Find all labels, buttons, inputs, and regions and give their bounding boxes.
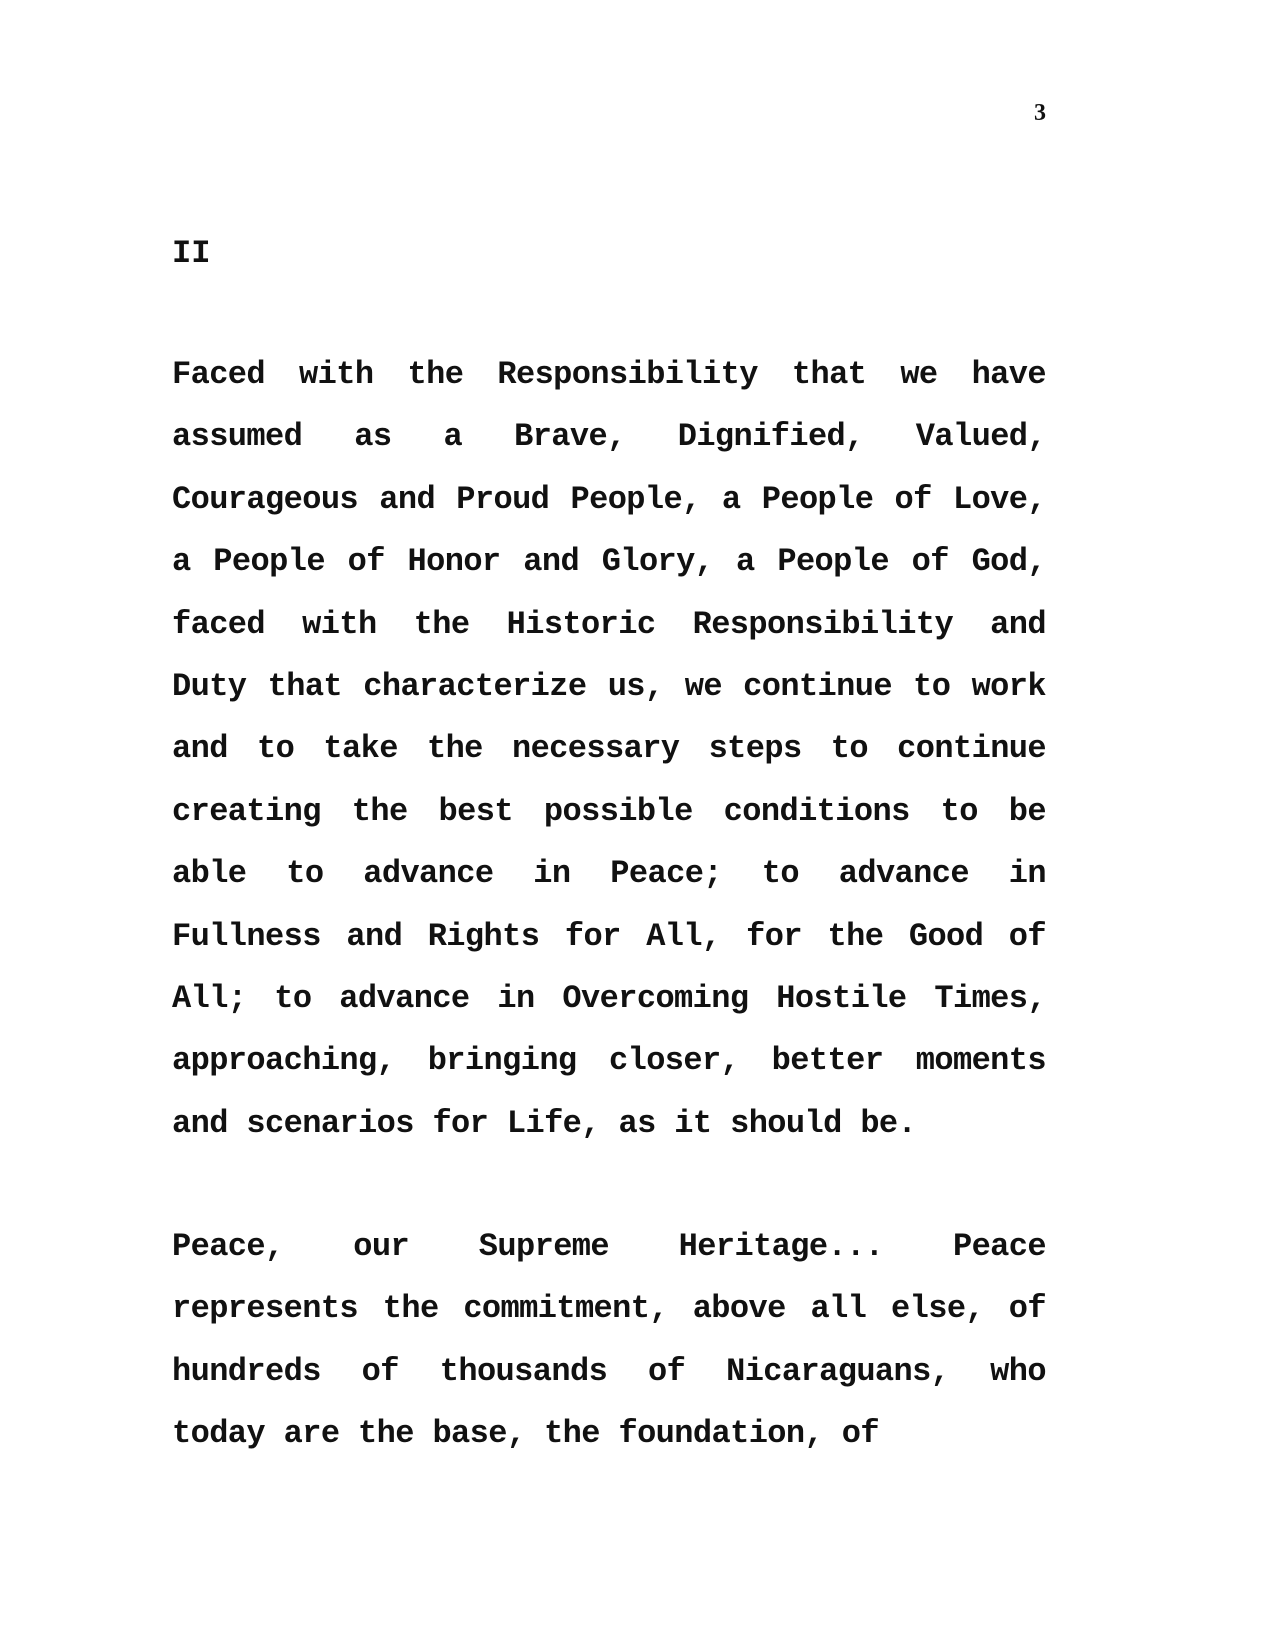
body-paragraph-1: Faced with the Responsibility that we have assumed as a Brave, Dignified, Valued, Courageous and Proud People, a People of Love, a People of Honor and Glory, a People of God, faced with the Historic Responsibility and Duty that characterize us, we continue to work and to take the necessary steps to continue creating the best possible conditions to be able to advance in Peace; to advance in Fullness and Rights for All, for the Good of All; to advance in Overcoming Hostile Times, approaching, bringing closer, better moments and scenarios for Life, as it should be.: [172, 356, 1046, 1142]
body-paragraph-2: Peace, our Supreme Heritage... Peace represents the commitment, above all else, of hundreds of thousands of Nicaraguans, who today are the base, the foundation, of: [172, 1228, 1046, 1453]
page-number: 3: [1034, 100, 1046, 126]
section-heading: II: [172, 235, 211, 272]
